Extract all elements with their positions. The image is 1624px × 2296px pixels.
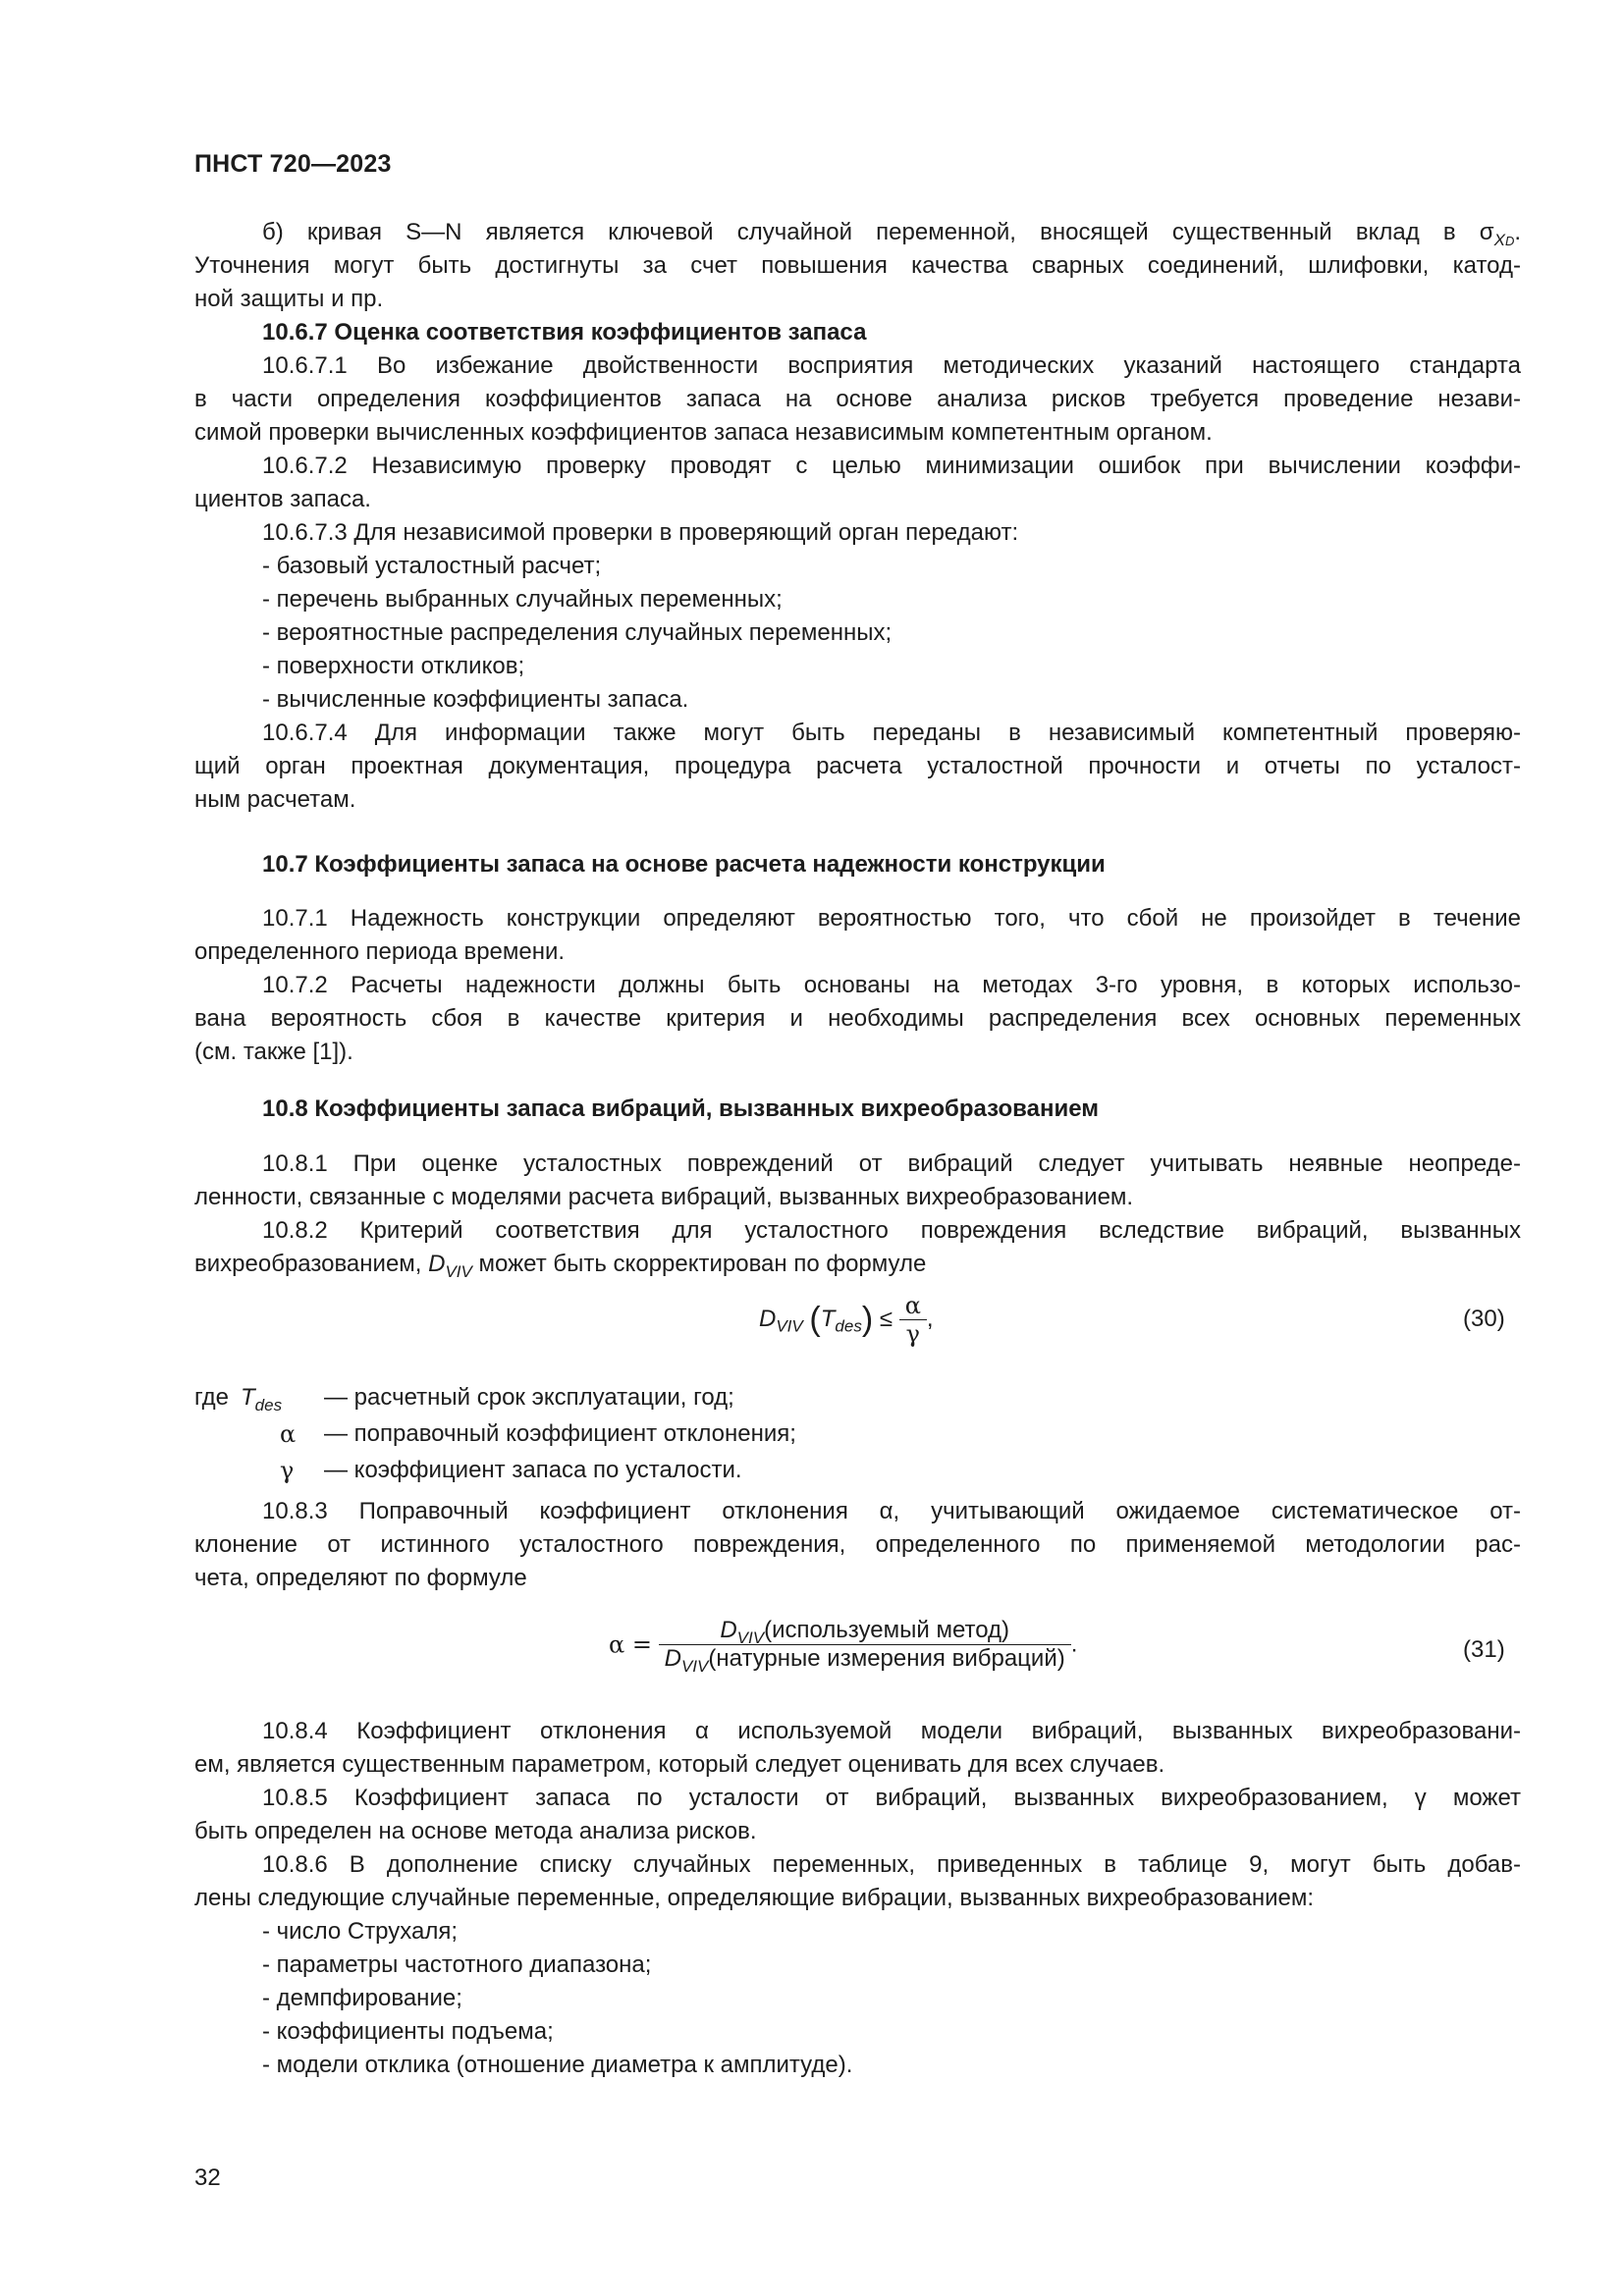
para-10-8-2-line-1: 10.8.2 Критерий соответствия для усталостного повреждения вследствие вибраций, вызванных <box>262 1217 1521 1244</box>
where-label: где <box>194 1384 230 1411</box>
para-10-7-2-line: (см. также [1]). <box>194 1039 353 1065</box>
para-10-8-3-line: клонение от истинного усталостного повреждения, определенного по применяемой методологии рас- <box>194 1531 1521 1558</box>
para-10-8-6-line: лены следующие случайные переменные, определяющие вибрации, вызванных вихреобразованием: <box>194 1885 1315 1911</box>
where-definition: — коэффициент запаса по усталости. <box>324 1457 742 1483</box>
para-10-6-7-1-line: 10.6.7.1 Во избежание двойственности восприятия методических указаний настоящего стандарта <box>262 352 1521 379</box>
para-10-6-7-1-line: симой проверки вычисленных коэффициентов запаса независимым компетентным органом. <box>194 419 1213 446</box>
where-symbol: γ <box>280 1457 295 1484</box>
section-10-7-title: 10.7 Коэффициенты запаса на основе расчета надежности конструкции <box>262 851 1106 878</box>
para-10-6-7-4-line: ным расчетам. <box>194 786 356 813</box>
para-10-8-5-line: быть определен на основе метода анализа рисков. <box>194 1818 757 1844</box>
list-item: - вероятностные распределения случайных переменных; <box>262 619 893 646</box>
list-item: - модели отклика (отношение диаметра к амплитуде). <box>262 2052 853 2078</box>
fraction: $\frac{\alpha}{\gamma}$ <box>899 1292 927 1348</box>
fraction: $\frac{D_{VIV}(используемый метод)}{D_{VIV}(натурные измерения вибраций)}$ <box>659 1617 1071 1673</box>
para-10-7-1-line: определенного периода времени. <box>194 938 566 965</box>
para-10-8-6-line: 10.8.6 В дополнение списку случайных переменных, приведенных в таблице 9, могут быть добав- <box>262 1851 1521 1878</box>
list-item: - демпфирование; <box>262 1985 462 2011</box>
para-10-6-7-2-line: 10.6.7.2 Независимую проверку проводят с целью минимизации ошибок при вычислении коэффи- <box>262 453 1521 479</box>
para-10-7-2-line: 10.7.2 Расчеты надежности должны быть основаны на методах 3-го уровня, в которых использо- <box>262 972 1521 998</box>
page-number: 32 <box>194 2164 221 2191</box>
para-10-7-1-line: 10.7.1 Надежность конструкции определяют вероятностью того, что сбой не произойдет в течение <box>262 905 1521 932</box>
para-10-8-4-line: 10.8.4 Коэффициент отклонения α используемой модели вибраций, вызванных вихреобразовани- <box>262 1718 1521 1744</box>
list-item: - коэффициенты подъема; <box>262 2018 554 2045</box>
paragraph-b-line-3: ной защиты и пр. <box>194 286 384 312</box>
formula-31: α = $\frac{D_{VIV}(используемый метод)}{D_{VIV}(натурные измерения вибраций)}$ . <box>609 1617 1078 1676</box>
list-item: - вычисленные коэффициенты запаса. <box>262 686 689 713</box>
equation-number-30: (30) <box>1463 1306 1505 1332</box>
equation-number-31: (31) <box>1463 1636 1505 1663</box>
para-10-8-3-line: чета, определяют по формуле <box>194 1565 527 1591</box>
para-10-6-7-2-line: циентов запаса. <box>194 486 371 512</box>
where-definition: — расчетный срок эксплуатации, год; <box>324 1384 734 1411</box>
para-10-6-7-1-line: в части определения коэффициентов запаса на основе анализа рисков требуется проведение незави- <box>194 386 1521 412</box>
where-definition: — поправочный коэффициент отклонения; <box>324 1420 796 1447</box>
para-10-6-7-4-line: 10.6.7.4 Для информации также могут быть переданы в независимый компетентный проверяю- <box>262 720 1521 746</box>
para-10-6-7-4-line: щий орган проектная документация, процедура расчета усталостной прочности и отчеты по усталост- <box>194 753 1521 779</box>
paragraph-b-line-1: б) кривая S—N является ключевой случайной переменной, вносящей существенный вклад в $\sigma_{XD}$. <box>262 219 1521 249</box>
para-10-8-1-line: ленности, связанные с моделями расчета вибраций, вызванных вихреобразованием. <box>194 1184 1134 1210</box>
para-10-8-5-line: 10.8.5 Коэффициент запаса по усталости от вибраций, вызванных вихреобразованием, γ может <box>262 1785 1521 1811</box>
paragraph-b-line-2: Уточнения могут быть достигнуты за счет повышения качества сварных соединений, шлифовки, катод- <box>194 252 1521 279</box>
para-10-8-2-line-2: вихреобразованием, $D_{VIV}$ может быть скорректирован по формуле <box>194 1251 927 1281</box>
list-item: - число Струхаля; <box>262 1918 459 1945</box>
section-10-8-title: 10.8 Коэффициенты запаса вибраций, вызванных вихреобразованием <box>262 1095 1099 1122</box>
list-item: - поверхности откликов; <box>262 653 525 679</box>
para-10-8-3-line: 10.8.3 Поправочный коэффициент отклонения α, учитывающий ожидаемое систематическое от- <box>262 1498 1521 1524</box>
formula-30: $D_{VIV}$ $(T_{des})$ ≤ $\frac{\alpha}{\gamma}$ , <box>759 1292 934 1348</box>
para-10-8-1-line: 10.8.1 При оценке усталостных повреждений от вибраций следует учитывать неявные неопреде- <box>262 1150 1521 1177</box>
list-item: - перечень выбранных случайных переменных; <box>262 586 783 613</box>
section-10-6-7-title: 10.6.7 Оценка соответствия коэффициентов запаса <box>262 319 867 346</box>
para-10-7-2-line: вана вероятность сбоя в качестве критерия и необходимы распределения всех основных переменных <box>194 1005 1521 1032</box>
para-10-6-7-3: 10.6.7.3 Для независимой проверки в проверяющий орган передают: <box>262 519 1019 546</box>
where-symbol: $T_{des}$ <box>241 1384 283 1415</box>
list-item: - параметры частотного диапазона; <box>262 1951 652 1978</box>
document-header: ПНСТ 720—2023 <box>194 150 392 178</box>
para-10-8-4-line: ем, является существенным параметром, который следует оценивать для всех случаев. <box>194 1751 1165 1778</box>
where-symbol: α <box>280 1420 297 1448</box>
list-item: - базовый усталостный расчет; <box>262 553 602 579</box>
